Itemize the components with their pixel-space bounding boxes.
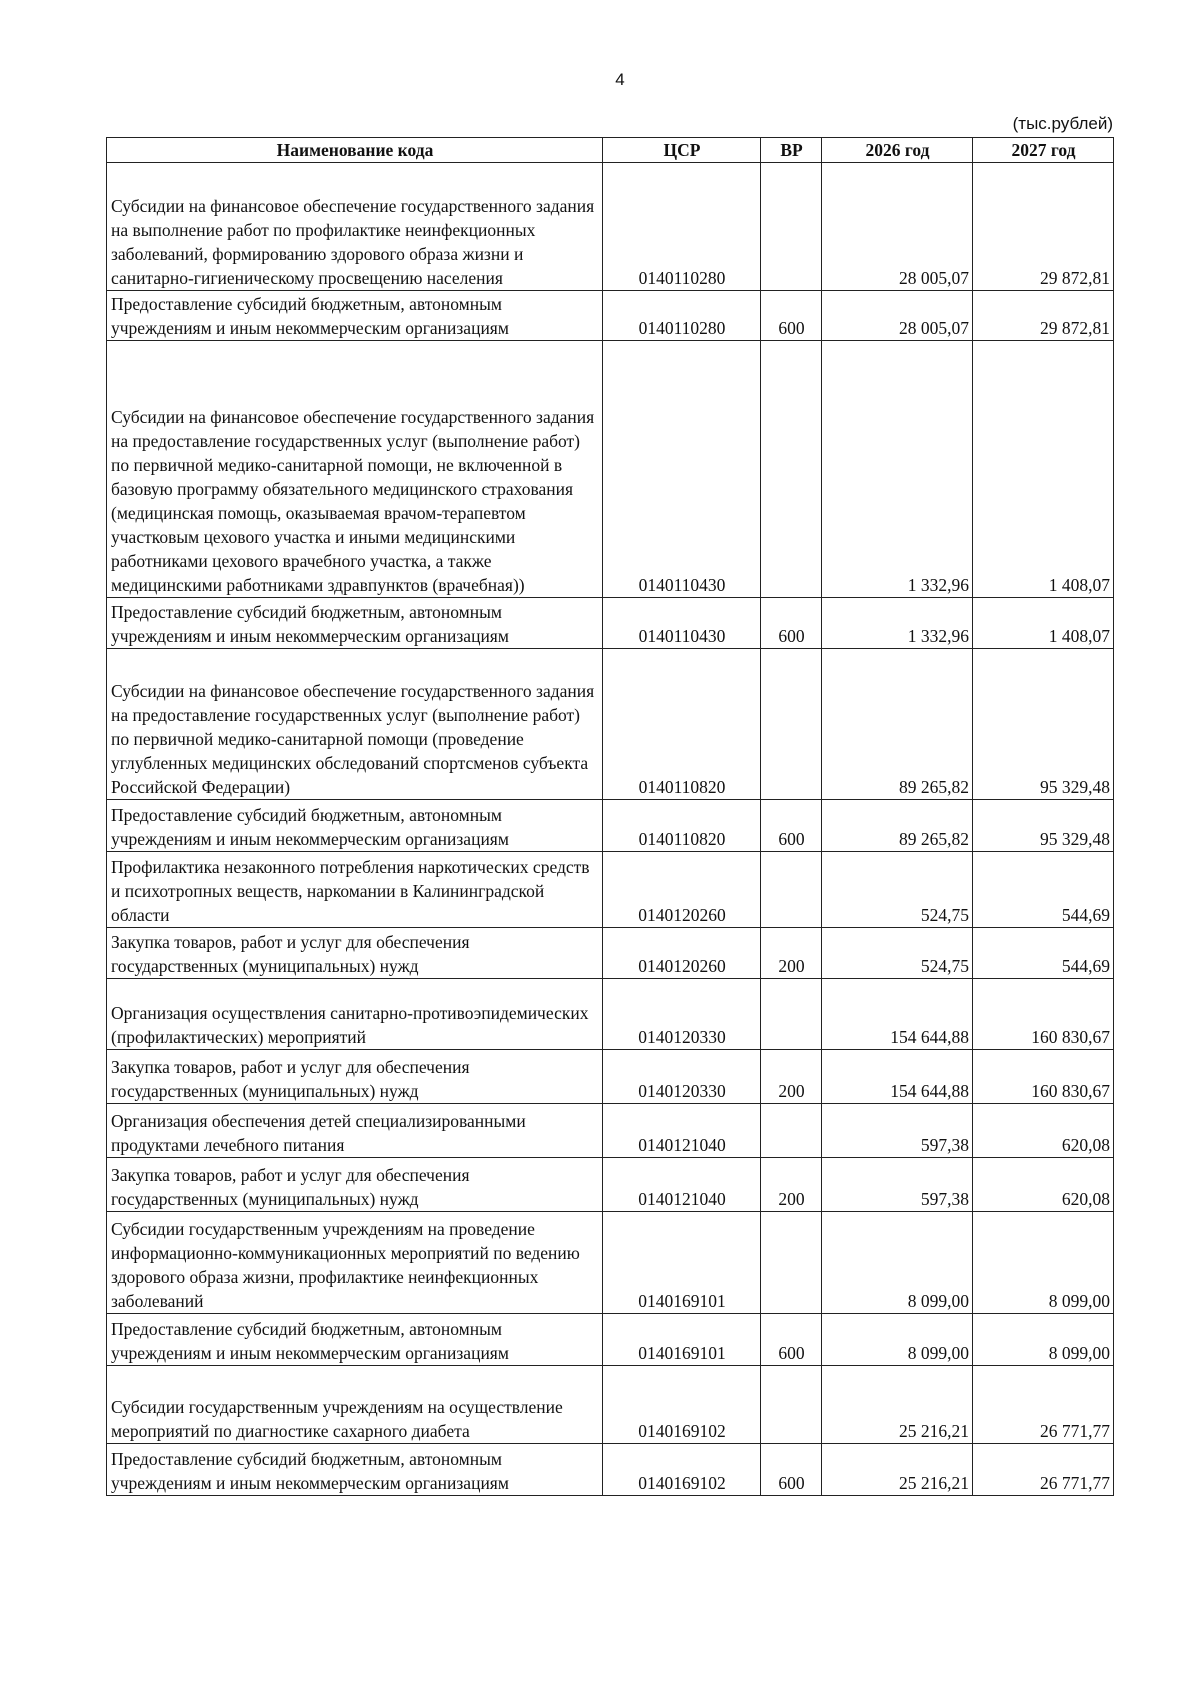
table-row (107, 1212, 1114, 1314)
table-header-row (107, 138, 1114, 163)
budget-table (106, 137, 1114, 1496)
table-row (107, 598, 1114, 649)
row-name: Субсидии на финансовое обеспечение государственного задания на предоставление государственных услуг (выполнение работ) по первичной медико-санитарной помощи, не включенной в базовую программу обязательного медицинского страхования (медицинская помощь, оказываемая врачом-терапевтом участковым цехового участка и иными медицинскими работниками цехового врачебного участка, а также медицинскими работниками здравпунктов (врачебная)) (107, 341, 603, 598)
row-name: Предоставление субсидий бюджетным, автономным учреждениям и иным некоммерческим организациям (107, 1444, 603, 1496)
row-2026: 8 099,00 (822, 1212, 973, 1314)
row-2027: 544,69 (973, 852, 1114, 928)
row-vr (761, 979, 822, 1050)
row-name: Закупка товаров, работ и услуг для обеспечения государственных (муниципальных) нужд (107, 1158, 603, 1212)
row-2027: 8 099,00 (973, 1314, 1114, 1366)
row-code: 0140121040 (603, 1158, 761, 1212)
row-code: 0140169102 (603, 1444, 761, 1496)
row-2026: 524,75 (822, 928, 973, 979)
row-vr: 600 (761, 1444, 822, 1496)
table-row (107, 1444, 1114, 1496)
row-name: Субсидии государственным учреждениям на осуществление мероприятий по диагностике сахарного диабета (107, 1366, 603, 1444)
row-vr: 200 (761, 1158, 822, 1212)
row-code: 0140169102 (603, 1366, 761, 1444)
row-code: 0140110430 (603, 598, 761, 649)
row-name: Предоставление субсидий бюджетным, автономным учреждениям и иным некоммерческим организациям (107, 291, 603, 341)
column-header-2026: 2026 год (822, 138, 973, 163)
row-2027: 1 408,07 (973, 341, 1114, 598)
row-2027: 544,69 (973, 928, 1114, 979)
row-code: 0140110280 (603, 291, 761, 341)
row-2026: 597,38 (822, 1104, 973, 1158)
table-row (107, 852, 1114, 928)
table-row (107, 1366, 1114, 1444)
row-vr (761, 163, 822, 291)
row-2026: 28 005,07 (822, 163, 973, 291)
row-vr: 600 (761, 800, 822, 852)
page-number: 4 (615, 70, 625, 89)
row-2026: 154 644,88 (822, 979, 973, 1050)
row-vr (761, 649, 822, 800)
row-name: Субсидии государственным учреждениям на проведение информационно-коммуникационных мероприятий по ведению здорового образа жизни, профилактике неинфекционных заболеваний (107, 1212, 603, 1314)
row-2026: 597,38 (822, 1158, 973, 1212)
row-2026: 28 005,07 (822, 291, 973, 341)
row-vr (761, 852, 822, 928)
column-header-2027: 2027 год (973, 138, 1114, 163)
table-row (107, 341, 1114, 598)
column-header-code: ЦСР (603, 138, 761, 163)
row-code: 0140120330 (603, 979, 761, 1050)
row-2027: 160 830,67 (973, 979, 1114, 1050)
row-name: Организация осуществления санитарно-противоэпидемических (профилактических) мероприятий (107, 979, 603, 1050)
row-code: 0140110820 (603, 649, 761, 800)
table-row (107, 163, 1114, 291)
row-2027: 95 329,48 (973, 800, 1114, 852)
table-row (107, 1104, 1114, 1158)
row-name: Субсидии на финансовое обеспечение государственного задания на предоставление государственных услуг (выполнение работ) по первичной медико-санитарной помощи (проведение углубленных медицинских обследований спортсменов субъекта Российской Федерации) (107, 649, 603, 800)
row-2026: 8 099,00 (822, 1314, 973, 1366)
row-vr: 600 (761, 598, 822, 649)
row-vr: 600 (761, 1314, 822, 1366)
row-2027: 29 872,81 (973, 163, 1114, 291)
row-code: 0140110430 (603, 341, 761, 598)
row-code: 0140110280 (603, 163, 761, 291)
row-name: Предоставление субсидий бюджетным, автономным учреждениям и иным некоммерческим организациям (107, 800, 603, 852)
table-row (107, 1158, 1114, 1212)
table-row (107, 1314, 1114, 1366)
row-name: Профилактика незаконного потребления наркотических средств и психотропных веществ, наркомании в Калининградской области (107, 852, 603, 928)
row-code: 0140169101 (603, 1314, 761, 1366)
row-vr (761, 1104, 822, 1158)
table-row (107, 649, 1114, 800)
row-2026: 89 265,82 (822, 800, 973, 852)
column-header-vr: ВР (761, 138, 822, 163)
row-code: 0140120330 (603, 1050, 761, 1104)
row-2026: 89 265,82 (822, 649, 973, 800)
table-row (107, 291, 1114, 341)
row-2027: 26 771,77 (973, 1444, 1114, 1496)
table-row (107, 979, 1114, 1050)
row-code: 0140120260 (603, 852, 761, 928)
row-2026: 524,75 (822, 852, 973, 928)
row-vr: 200 (761, 1050, 822, 1104)
row-name: Предоставление субсидий бюджетным, автономным учреждениям и иным некоммерческим организациям (107, 598, 603, 649)
row-2026: 25 216,21 (822, 1366, 973, 1444)
table-row (107, 1050, 1114, 1104)
row-2026: 154 644,88 (822, 1050, 973, 1104)
row-vr (761, 1366, 822, 1444)
row-name: Предоставление субсидий бюджетным, автономным учреждениям и иным некоммерческим организациям (107, 1314, 603, 1366)
table-row (107, 800, 1114, 852)
row-2026: 1 332,96 (822, 341, 973, 598)
row-2027: 95 329,48 (973, 649, 1114, 800)
row-vr: 600 (761, 291, 822, 341)
row-name: Субсидии на финансовое обеспечение государственного задания на выполнение работ по профилактике неинфекционных заболеваний, формированию здорового образа жизни и санитарно-гигиеническому просвещению населения (107, 163, 603, 291)
row-2026: 25 216,21 (822, 1444, 973, 1496)
row-2027: 1 408,07 (973, 598, 1114, 649)
table-row (107, 928, 1114, 979)
column-header-name: Наименование кода (107, 138, 603, 163)
row-2027: 620,08 (973, 1104, 1114, 1158)
row-vr (761, 341, 822, 598)
row-vr (761, 1212, 822, 1314)
row-2027: 29 872,81 (973, 291, 1114, 341)
row-code: 0140110820 (603, 800, 761, 852)
row-2027: 160 830,67 (973, 1050, 1114, 1104)
row-name: Закупка товаров, работ и услуг для обеспечения государственных (муниципальных) нужд (107, 1050, 603, 1104)
row-code: 0140169101 (603, 1212, 761, 1314)
row-2027: 26 771,77 (973, 1366, 1114, 1444)
row-2026: 1 332,96 (822, 598, 973, 649)
row-vr: 200 (761, 928, 822, 979)
row-code: 0140121040 (603, 1104, 761, 1158)
units-label: (тыс.рублей) (1012, 114, 1113, 133)
row-code: 0140120260 (603, 928, 761, 979)
row-2027: 8 099,00 (973, 1212, 1114, 1314)
row-name: Закупка товаров, работ и услуг для обеспечения государственных (муниципальных) нужд (107, 928, 603, 979)
row-2027: 620,08 (973, 1158, 1114, 1212)
row-name: Организация обеспечения детей специализированными продуктами лечебного питания (107, 1104, 603, 1158)
